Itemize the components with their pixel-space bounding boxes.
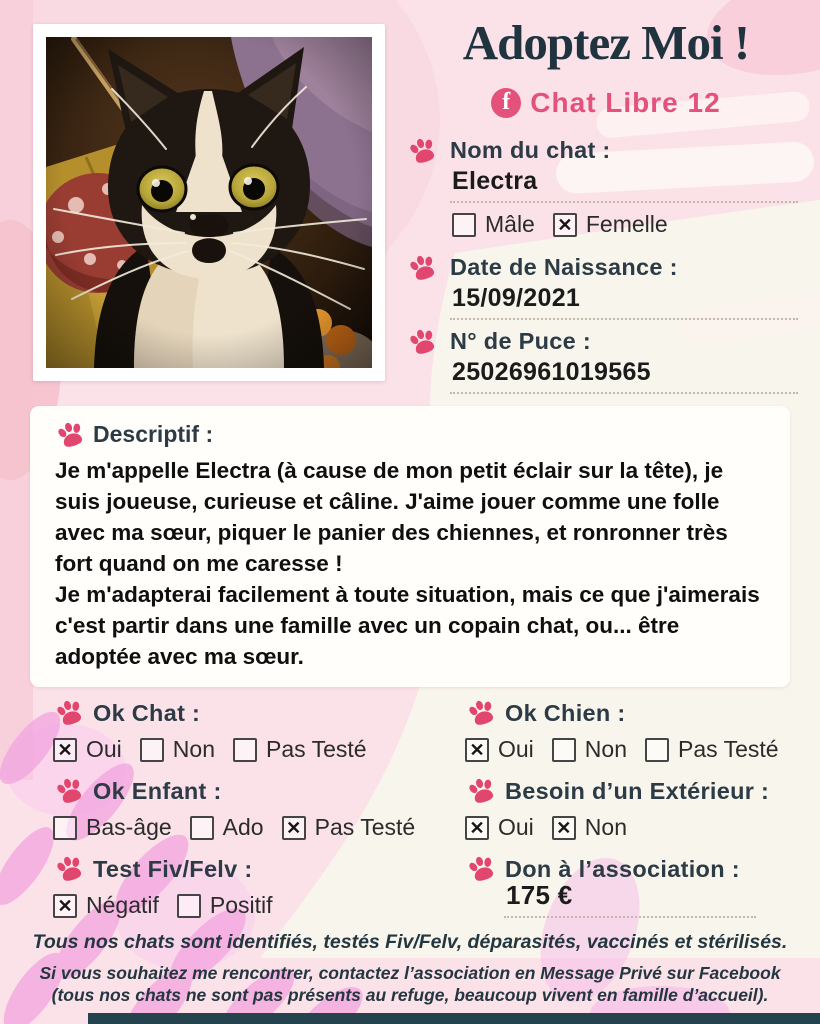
- test-fiv-felv-options-row: [53, 892, 291, 919]
- exterieur-non-checkbox[interactable]: [552, 816, 576, 840]
- page-title: Adoptez Moi !: [462, 15, 750, 70]
- ok-enfant-basage-label: Bas-âge: [86, 814, 172, 840]
- footer-note-line: (tous nos chats ne sont pas présents au refuge, beaucoup vivent en famille d’accueil).: [51, 985, 769, 1005]
- ok-chien-pasteste-checkbox[interactable]: [645, 738, 669, 762]
- femelle-checkbox[interactable]: [553, 213, 577, 237]
- exterieur-options-row: [465, 814, 645, 841]
- male-label: Mâle: [485, 211, 535, 237]
- exterieur-oui-checkbox[interactable]: [465, 816, 489, 840]
- ok-chat-label: Ok Chat :: [93, 700, 201, 726]
- ok-enfant-options-row: [53, 814, 433, 841]
- paw-icon: [52, 417, 89, 453]
- cat-name-value: Electra: [452, 167, 538, 195]
- don-value: 175 €: [506, 880, 573, 910]
- birth-date-field: [450, 284, 798, 320]
- ok-chat-oui-label: Oui: [86, 736, 122, 762]
- description-text: [55, 455, 769, 672]
- ok-chat-pasteste-label: Pas Testé: [266, 736, 367, 762]
- ok-chien-oui-label: Oui: [498, 736, 534, 762]
- description-paragraph-2: Je m'adapterai facilement à toute situation, mais ce que j'aimerais c'est partir dans une famille avec un copain chat, ou... être adoptée avec ma sœur.: [55, 582, 760, 669]
- sex-options-row: [452, 211, 686, 238]
- fiv-negatif-label: Négatif: [86, 892, 159, 918]
- facebook-page-name: Chat Libre 12: [530, 87, 721, 118]
- ok-chien-pasteste-label: Pas Testé: [678, 736, 779, 762]
- ok-chat-non-label: Non: [172, 736, 215, 762]
- fiv-negatif-checkbox[interactable]: [53, 894, 77, 918]
- fiv-positif-label: Positif: [209, 892, 273, 918]
- facebook-icon: f: [491, 88, 521, 118]
- chip-number-field: [450, 358, 798, 394]
- ok-enfant-pasteste-checkbox[interactable]: [282, 816, 306, 840]
- facebook-badge: [396, 87, 816, 119]
- cat-name-field: [450, 167, 798, 203]
- test-fiv-felv-label: Test Fiv/Felv :: [93, 856, 253, 882]
- cat-photo-frame: [33, 24, 385, 381]
- ok-chien-non-checkbox[interactable]: [552, 738, 576, 762]
- ok-enfant-pasteste-label: Pas Testé: [314, 814, 416, 840]
- birth-date-label: Date de Naissance :: [450, 254, 678, 280]
- fiv-positif-checkbox[interactable]: [177, 894, 201, 918]
- ok-chien-options-row: [465, 736, 797, 763]
- ok-enfant-label: Ok Enfant :: [93, 778, 222, 804]
- don-field: [504, 880, 756, 918]
- chip-number-label: N° de Puce :: [450, 328, 591, 354]
- ok-chat-options-row: [53, 736, 385, 763]
- ok-chien-label: Ok Chien :: [505, 700, 626, 726]
- ok-enfant-basage-checkbox[interactable]: [53, 816, 77, 840]
- description-card: [30, 406, 790, 687]
- exterieur-oui-label: Oui: [498, 814, 534, 840]
- footer-guarantee-line: Tous nos chats sont identifiés, testés Fiv/Felv, déparasités, vaccinés et stérilisés.: [32, 931, 788, 953]
- ok-chat-pasteste-checkbox[interactable]: [233, 738, 257, 762]
- ok-chien-non-label: Non: [584, 736, 627, 762]
- ok-chien-oui-checkbox[interactable]: [465, 738, 489, 762]
- ok-enfant-ado-label: Ado: [222, 814, 264, 840]
- exterieur-label: Besoin d’un Extérieur :: [505, 778, 770, 804]
- male-checkbox[interactable]: [452, 213, 476, 237]
- ok-chat-oui-checkbox[interactable]: [53, 738, 77, 762]
- description-paragraph-1: Je m'appelle Electra (à cause de mon petit éclair sur la tête), je suis joueuse, curieuse et câline. J'aime jouer comme une folle avec ma sœur, piquer le panier des chiennes, et ronronner très fort quand on me caresse !: [55, 458, 728, 576]
- description-label: Descriptif :: [93, 421, 214, 447]
- don-label: Don à l’association :: [505, 856, 740, 882]
- footer-contact-line: Si vous souhaitez me rencontrer, contactez l’association en Message Privé sur Facebook: [39, 963, 781, 983]
- chip-number-value: 25026961019565: [452, 358, 651, 386]
- cat-name-label: Nom du chat :: [450, 137, 611, 163]
- birth-date-value: 15/09/2021: [452, 284, 581, 312]
- femelle-label: Femelle: [585, 211, 668, 237]
- ok-enfant-ado-checkbox[interactable]: [190, 816, 214, 840]
- exterieur-non-label: Non: [584, 814, 627, 840]
- ok-chat-non-checkbox[interactable]: [140, 738, 164, 762]
- cat-photo: [46, 37, 372, 368]
